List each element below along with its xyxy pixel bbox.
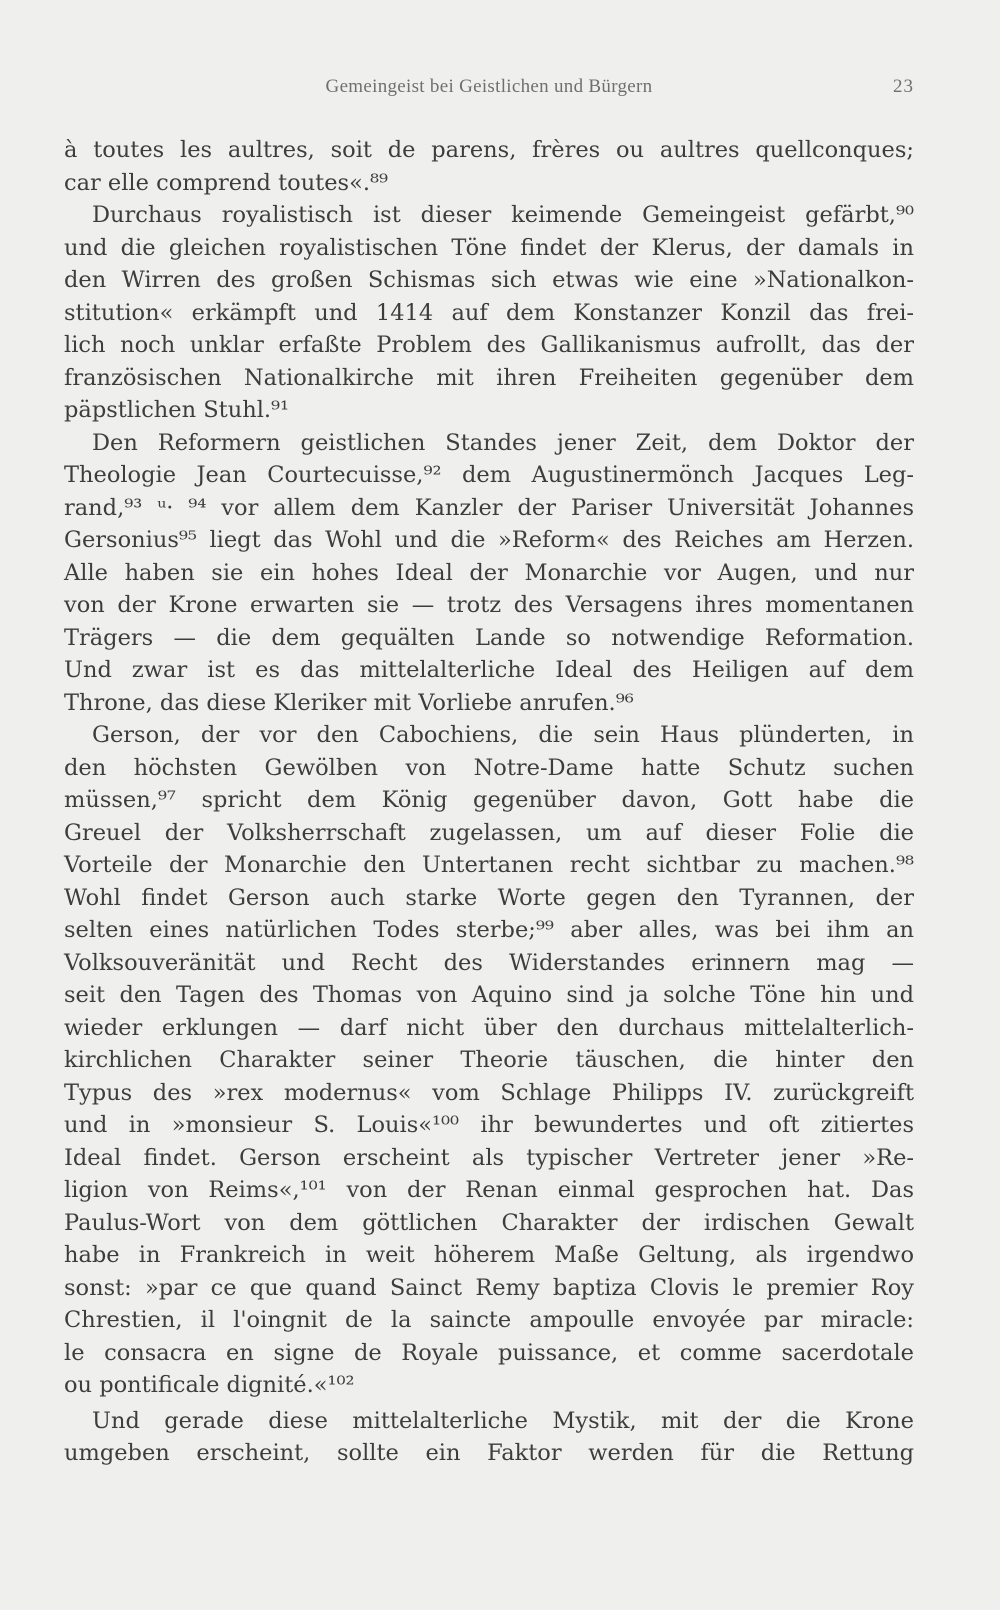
text-line: lich noch unklar erfaßte Problem des Gallikanismus aufrollt, das der: [64, 332, 914, 358]
text-line: sonst: »par ce que quand Sainct Remy baptiza Clovis le premier Roy: [64, 1274, 914, 1301]
paragraph: [64, 1405, 914, 1470]
text-line: Greuel der Volksherrschaft zugelassen, um auf dieser Folie die: [64, 819, 914, 846]
paragraph: [64, 134, 914, 199]
text-line: selten eines natürlichen Todes sterbe;⁹⁹ aber alles, was bei ihm an: [64, 917, 914, 943]
running-head: Gemeingeist bei Geistlichen und Bürgern: [325, 76, 653, 97]
text-line: Ideal findet. Gerson erscheint als typischer Vertreter jener »Re-: [64, 1144, 914, 1171]
text-line: rand,⁹³ ᵘ· ⁹⁴ vor allem dem Kanzler der Pariser Universität Johannes: [64, 494, 914, 521]
text-line: seit den Tagen des Thomas von Aquino sind ja solche Töne hin und: [64, 982, 914, 1008]
text-line: stitution« erkämpft und 1414 auf dem Konstanzer Konzil das frei-: [64, 299, 914, 326]
text-line: Wohl findet Gerson auch starke Worte gegen den Tyrannen, der: [64, 884, 914, 911]
paragraph: [64, 199, 914, 427]
text-line: Volksouveränität und Recht des Widerstandes erinnern mag —: [64, 949, 914, 976]
text-line: Und gerade diese mittelalterliche Mystik, mit der die Krone: [92, 1407, 914, 1434]
text-line: Throne, das diese Kleriker mit Vorliebe anrufen.⁹⁶: [64, 689, 634, 716]
text-line: Theologie Jean Courtecuisse,⁹² dem Augustinermönch Jacques Leg-: [64, 462, 914, 488]
text-line: Vorteile der Monarchie den Untertanen recht sichtbar zu machen.⁹⁸: [64, 852, 914, 878]
text-line: Durchaus royalistisch ist dieser keimende Gemeingeist gefärbt,⁹⁰: [92, 202, 914, 228]
paragraph: [64, 427, 914, 720]
text-line: von der Krone erwarten sie — trotz des Versagens ihres momentanen: [64, 592, 914, 618]
text-line: kirchlichen Charakter seiner Theorie täuschen, die hinter den: [64, 1047, 914, 1073]
text-line: und in »monsieur S. Louis«¹⁰⁰ ihr bewundertes und oft zitiertes: [64, 1112, 914, 1138]
text-line: Gersonius⁹⁵ liegt das Wohl und die »Reform« des Reiches am Herzen.: [64, 527, 914, 553]
text-line: Den Reformern geistlichen Standes jener Zeit, dem Doktor der: [92, 429, 914, 456]
page-number: 23: [893, 76, 914, 97]
page-header: [64, 76, 914, 106]
text-line: Und zwar ist es das mittelalterliche Ideal des Heiligen auf dem: [64, 657, 914, 683]
text-line: à toutes les aultres, soit de parens, frères ou aultres quellconques;: [64, 137, 914, 163]
text-line: Trägers — die dem gequälten Lande so notwendige Reformation.: [64, 624, 914, 651]
text-line: wieder erklungen — darf nicht über den durchaus mittelalterlich-: [64, 1014, 914, 1041]
text-line: und die gleichen royalistischen Töne findet der Klerus, der damals in: [64, 234, 914, 261]
text-line: ligion von Reims«,¹⁰¹ von der Renan einmal gesprochen hat. Das: [64, 1177, 914, 1203]
text-line: Gerson, der vor den Cabochiens, die sein Haus plünderten, in: [92, 722, 914, 748]
text-line: ou pontificale dignité.«¹⁰²: [64, 1372, 355, 1398]
paragraph: [64, 719, 914, 1402]
text-line: habe in Frankreich in weit höherem Maße Geltung, als irgendwo: [64, 1242, 914, 1268]
text-line: Alle haben sie ein hohes Ideal der Monarchie vor Augen, und nur: [64, 559, 914, 586]
text-line: umgeben erscheint, sollte ein Faktor werden für die Rettung: [64, 1440, 914, 1466]
text-line: Paulus-Wort von dem göttlichen Charakter der irdischen Gewalt: [64, 1209, 914, 1236]
text-line: den Wirren des großen Schismas sich etwas wie eine »Nationalkon-: [64, 267, 914, 293]
text-line: französischen Nationalkirche mit ihren Freiheiten gegenüber dem: [64, 364, 914, 391]
text-line: car elle comprend toutes«.⁸⁹: [64, 169, 389, 196]
text-line: le consacra en signe de Royale puissance, et comme sacerdotale: [64, 1339, 914, 1366]
text-line: päpstlichen Stuhl.⁹¹: [64, 397, 290, 423]
body-text: [64, 134, 914, 1470]
text-line: Chrestien, il l'oingnit de la saincte ampoulle envoyée par miracle:: [64, 1307, 914, 1333]
text-line: den höchsten Gewölben von Notre-Dame hatte Schutz suchen: [64, 754, 914, 781]
text-line: Typus des »rex modernus« vom Schlage Philipps IV. zurückgreift: [64, 1079, 914, 1106]
text-line: müssen,⁹⁷ spricht dem König gegenüber davon, Gott habe die: [64, 787, 914, 813]
